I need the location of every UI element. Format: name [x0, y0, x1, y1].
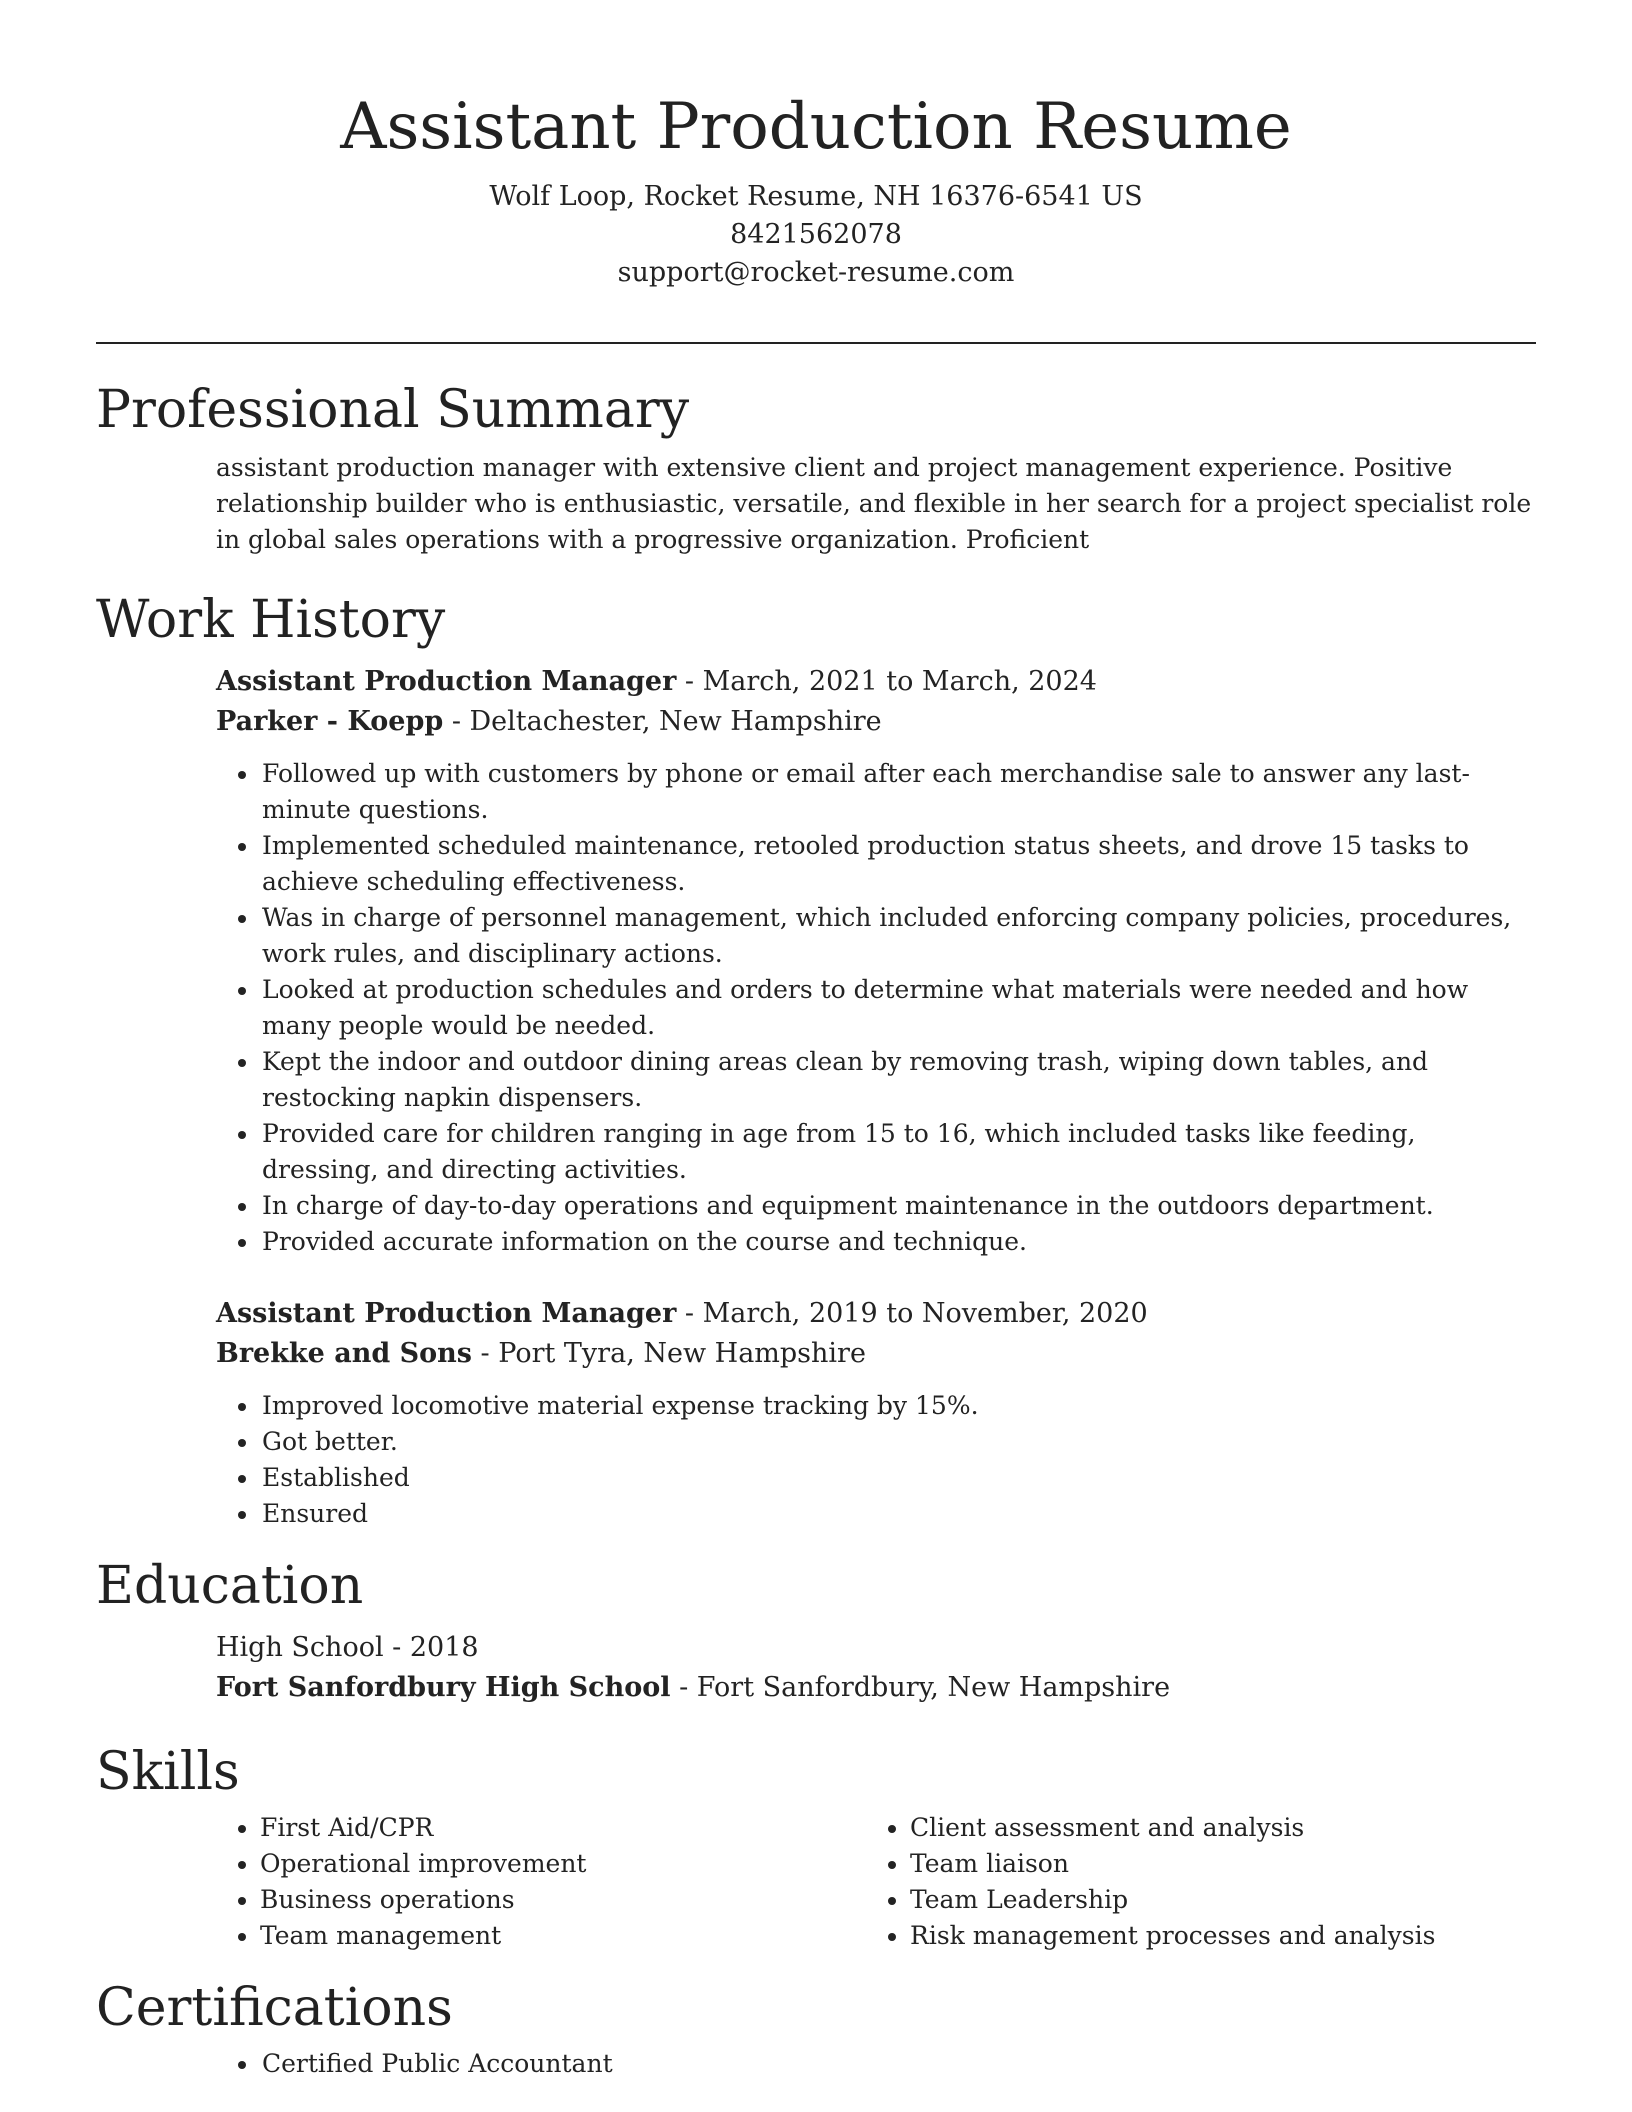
job-bullet: • Was in charge of personnel management, which included enforcing company policies, procedures, work rules, and disciplinary actions.	[260, 900, 1536, 972]
education-school-line	[216, 1668, 1536, 1708]
job-bullet: • Established	[260, 1460, 1536, 1496]
job-company: Brekke and Sons	[216, 1338, 472, 1369]
skills-list-left	[216, 1810, 866, 1954]
job-bullet: • Kept the indoor and outdoor dining areas clean by removing trash, wiping down tables, and restocking napkin dispensers.	[260, 1044, 1536, 1116]
contact-block	[0, 178, 1632, 292]
job-bullet: • Looked at production schedules and orders to determine what materials were needed and how many people would be needed.	[260, 972, 1536, 1044]
skill-item: • Risk management processes and analysis	[910, 1918, 1516, 1954]
skill-item: • First Aid/CPR	[260, 1810, 866, 1846]
job-company: Parker - Koepp	[216, 706, 444, 737]
job-title-line	[216, 1294, 1536, 1334]
job-title-line	[216, 662, 1536, 702]
skill-item: • Team liaison	[910, 1846, 1516, 1882]
job-date-range: - March, 2021 to March, 2024	[676, 666, 1097, 697]
certification-item: • Certified Public Accountant	[260, 2046, 1536, 2082]
summary-text: assistant production manager with extensive client and project management experience. Positive relationship builder who is enthusiastic, versatile, and flexible in her search for a project specialist role in global sales operations with a progressive organization. Proficient	[216, 453, 1532, 554]
job-bullet: • Implemented scheduled maintenance, retooled production status sheets, and drove 15 tasks to achieve scheduling effectiveness.	[260, 828, 1536, 900]
job-bullet: • Ensured	[260, 1496, 1536, 1532]
resume-header	[0, 0, 1632, 292]
education-degree: High School	[216, 1632, 384, 1663]
skills-section	[96, 1742, 1536, 1954]
job-title: Assistant Production Manager	[216, 666, 677, 697]
certifications-body	[216, 2046, 1536, 2082]
certifications-heading: Certifications	[96, 1978, 453, 2038]
job-entry	[216, 662, 1536, 1260]
work-history-section	[96, 590, 1536, 1532]
resume-title: Assistant Production Resume	[340, 90, 1292, 164]
education-body	[216, 1628, 1536, 1708]
summary-section	[96, 380, 1536, 558]
education-section	[96, 1556, 1536, 1708]
job-location: - Deltachester, New Hampshire	[443, 706, 882, 737]
skill-item: • Team management	[260, 1918, 866, 1954]
summary-heading: Professional Summary	[96, 380, 690, 440]
skill-item: • Business operations	[260, 1882, 866, 1918]
contact-address: Wolf Loop, Rocket Resume, NH 16376-6541 US	[489, 181, 1143, 212]
header-divider	[96, 342, 1536, 344]
skills-columns	[216, 1810, 1536, 1954]
job-entry	[216, 1294, 1536, 1532]
skill-item: • Team Leadership	[910, 1882, 1516, 1918]
contact-email: support@rocket-resume.com	[617, 257, 1015, 288]
job-date-range: - March, 2019 to November, 2020	[676, 1298, 1148, 1329]
education-degree-line	[216, 1628, 1536, 1668]
job-company-line	[216, 702, 1536, 742]
skills-list-right	[866, 1810, 1516, 1954]
skill-item: • Client assessment and analysis	[910, 1810, 1516, 1846]
job-bullet: • Improved locomotive material expense tracking by 15%.	[260, 1388, 1536, 1424]
work-history-body	[216, 662, 1536, 1532]
skills-heading: Skills	[96, 1742, 240, 1802]
education-year: - 2018	[383, 1632, 479, 1663]
job-location: - Port Tyra, New Hampshire	[471, 1338, 866, 1369]
job-bullets	[216, 756, 1536, 1260]
education-heading: Education	[96, 1556, 364, 1616]
summary-body	[216, 450, 1536, 558]
job-bullet: • Provided care for children ranging in age from 15 to 16, which included tasks like feeding, dressing, and directing activities.	[260, 1116, 1536, 1188]
work-history-heading: Work History	[96, 590, 446, 650]
contact-phone: 8421562078	[730, 219, 902, 250]
skills-body	[216, 1810, 1536, 1954]
job-bullets	[216, 1388, 1536, 1532]
skill-item: • Operational improvement	[260, 1846, 866, 1882]
certifications-section	[96, 1978, 1536, 2082]
job-bullet: • Followed up with customers by phone or email after each merchandise sale to answer any last-minute questions.	[260, 756, 1536, 828]
education-school: Fort Sanfordbury High School	[216, 1672, 671, 1703]
job-bullet: • Provided accurate information on the course and technique.	[260, 1224, 1536, 1260]
certifications-list	[216, 2046, 1536, 2082]
education-location: - Fort Sanfordbury, New Hampshire	[670, 1672, 1171, 1703]
job-bullet: • Got better.	[260, 1424, 1536, 1460]
job-title: Assistant Production Manager	[216, 1298, 677, 1329]
job-company-line	[216, 1334, 1536, 1374]
job-bullet: • In charge of day-to-day operations and equipment maintenance in the outdoors department.	[260, 1188, 1536, 1224]
